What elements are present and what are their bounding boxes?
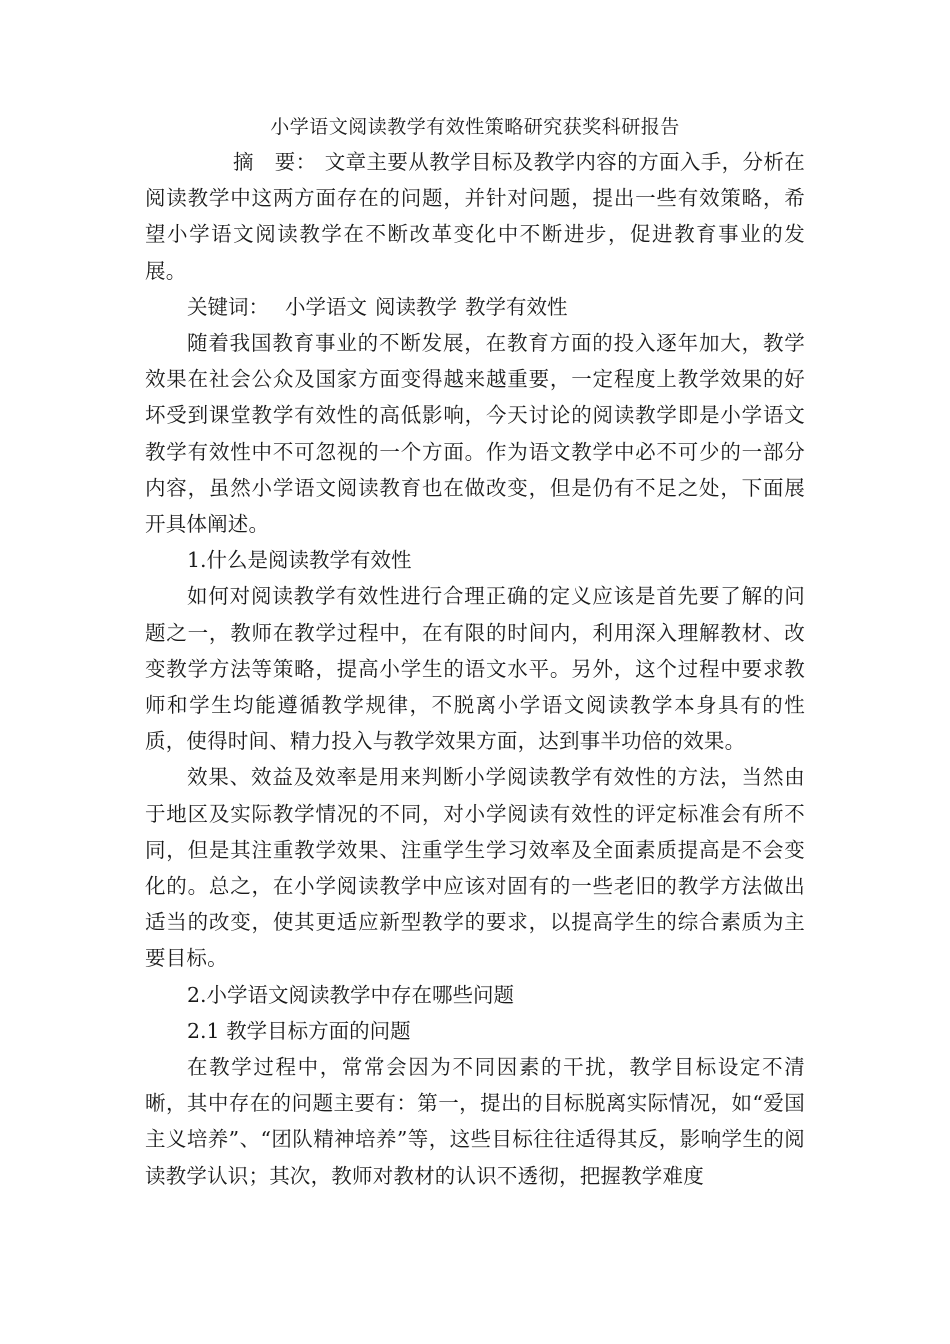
abstract-text: 文章主要从教学目标及教学内容的方面入手，分析在阅读教学中这两方面存在的问题，并针对问题，提出一些有效策略，希望小学语文阅读教学在不断改革变化中不断进步，促进教育事业的发展。 — [145, 150, 805, 283]
document-page — [145, 110, 805, 1194]
abstract-label: 摘 要： — [233, 150, 317, 174]
keyword-item: 教学有效性 — [465, 294, 568, 319]
keyword-item: 阅读教学 — [375, 294, 457, 319]
keywords-line — [145, 289, 805, 325]
section-2-1-paragraph-1: 在教学过程中，常常会因为不同因素的干扰，教学目标设定不清晰，其中存在的问题主要有：第一，提出的目标脱离实际情况，如“爱国主义培养”、“团队精神培养”等，这些目标往往适得其反，影响学生的阅读教学认识；其次，教师对教材的认识不透彻，把握教学难度 — [145, 1055, 805, 1188]
section-2-heading: 2.小学语文阅读教学中存在哪些问题 — [187, 982, 515, 1007]
section-1-paragraph-2: 效果、效益及效率是用来判断小学阅读教学有效性的方法，当然由于地区及实际教学情况的不同，对小学阅读有效性的评定标准会有所不同，但是其注重教学效果、注重学生学习效率及全面素质提高是不会变化的。总之，在小学阅读教学中应该对固有的一些老旧的教学方法做出适当的改变，使其更适应新型教学的要求，以提高学生的综合素质为主要目标。 — [145, 765, 805, 971]
keywords-label: 关键词： — [187, 294, 269, 319]
document-title: 小学语文阅读教学有效性策略研究获奖科研报告 — [270, 116, 680, 138]
section-2-1-heading: 2.1 教学目标方面的问题 — [187, 1018, 411, 1043]
keyword-item: 小学语文 — [285, 294, 367, 319]
intro-paragraph: 随着我国教育事业的不断发展，在教育方面的投入逐年加大，教学效果在社会公众及国家方面变得越来越重要，一定程度上教学效果的好坏受到课堂教学有效性的高低影响，今天讨论的阅读教学即是小学语文教学有效性中不可忽视的一个方面。作为语文教学中必不可少的一部分内容，虽然小学语文阅读教育也在做改变，但是仍有不足之处，下面展开具体阐述。 — [145, 331, 805, 537]
section-1-paragraph-1: 如何对阅读教学有效性进行合理正确的定义应该是首先要了解的问题之一，教师在教学过程中，在有限的时间内，利用深入理解教材、改变教学方法等策略，提高小学生的语文水平。另外，这个过程中要求教师和学生均能遵循教学规律，不脱离小学语文阅读教学本身具有的性质，使得时间、精力投入与教学效果方面，达到事半功倍的效果。 — [145, 584, 805, 754]
abstract-paragraph — [145, 144, 805, 289]
section-1-heading: 1.什么是阅读教学有效性 — [187, 548, 412, 573]
